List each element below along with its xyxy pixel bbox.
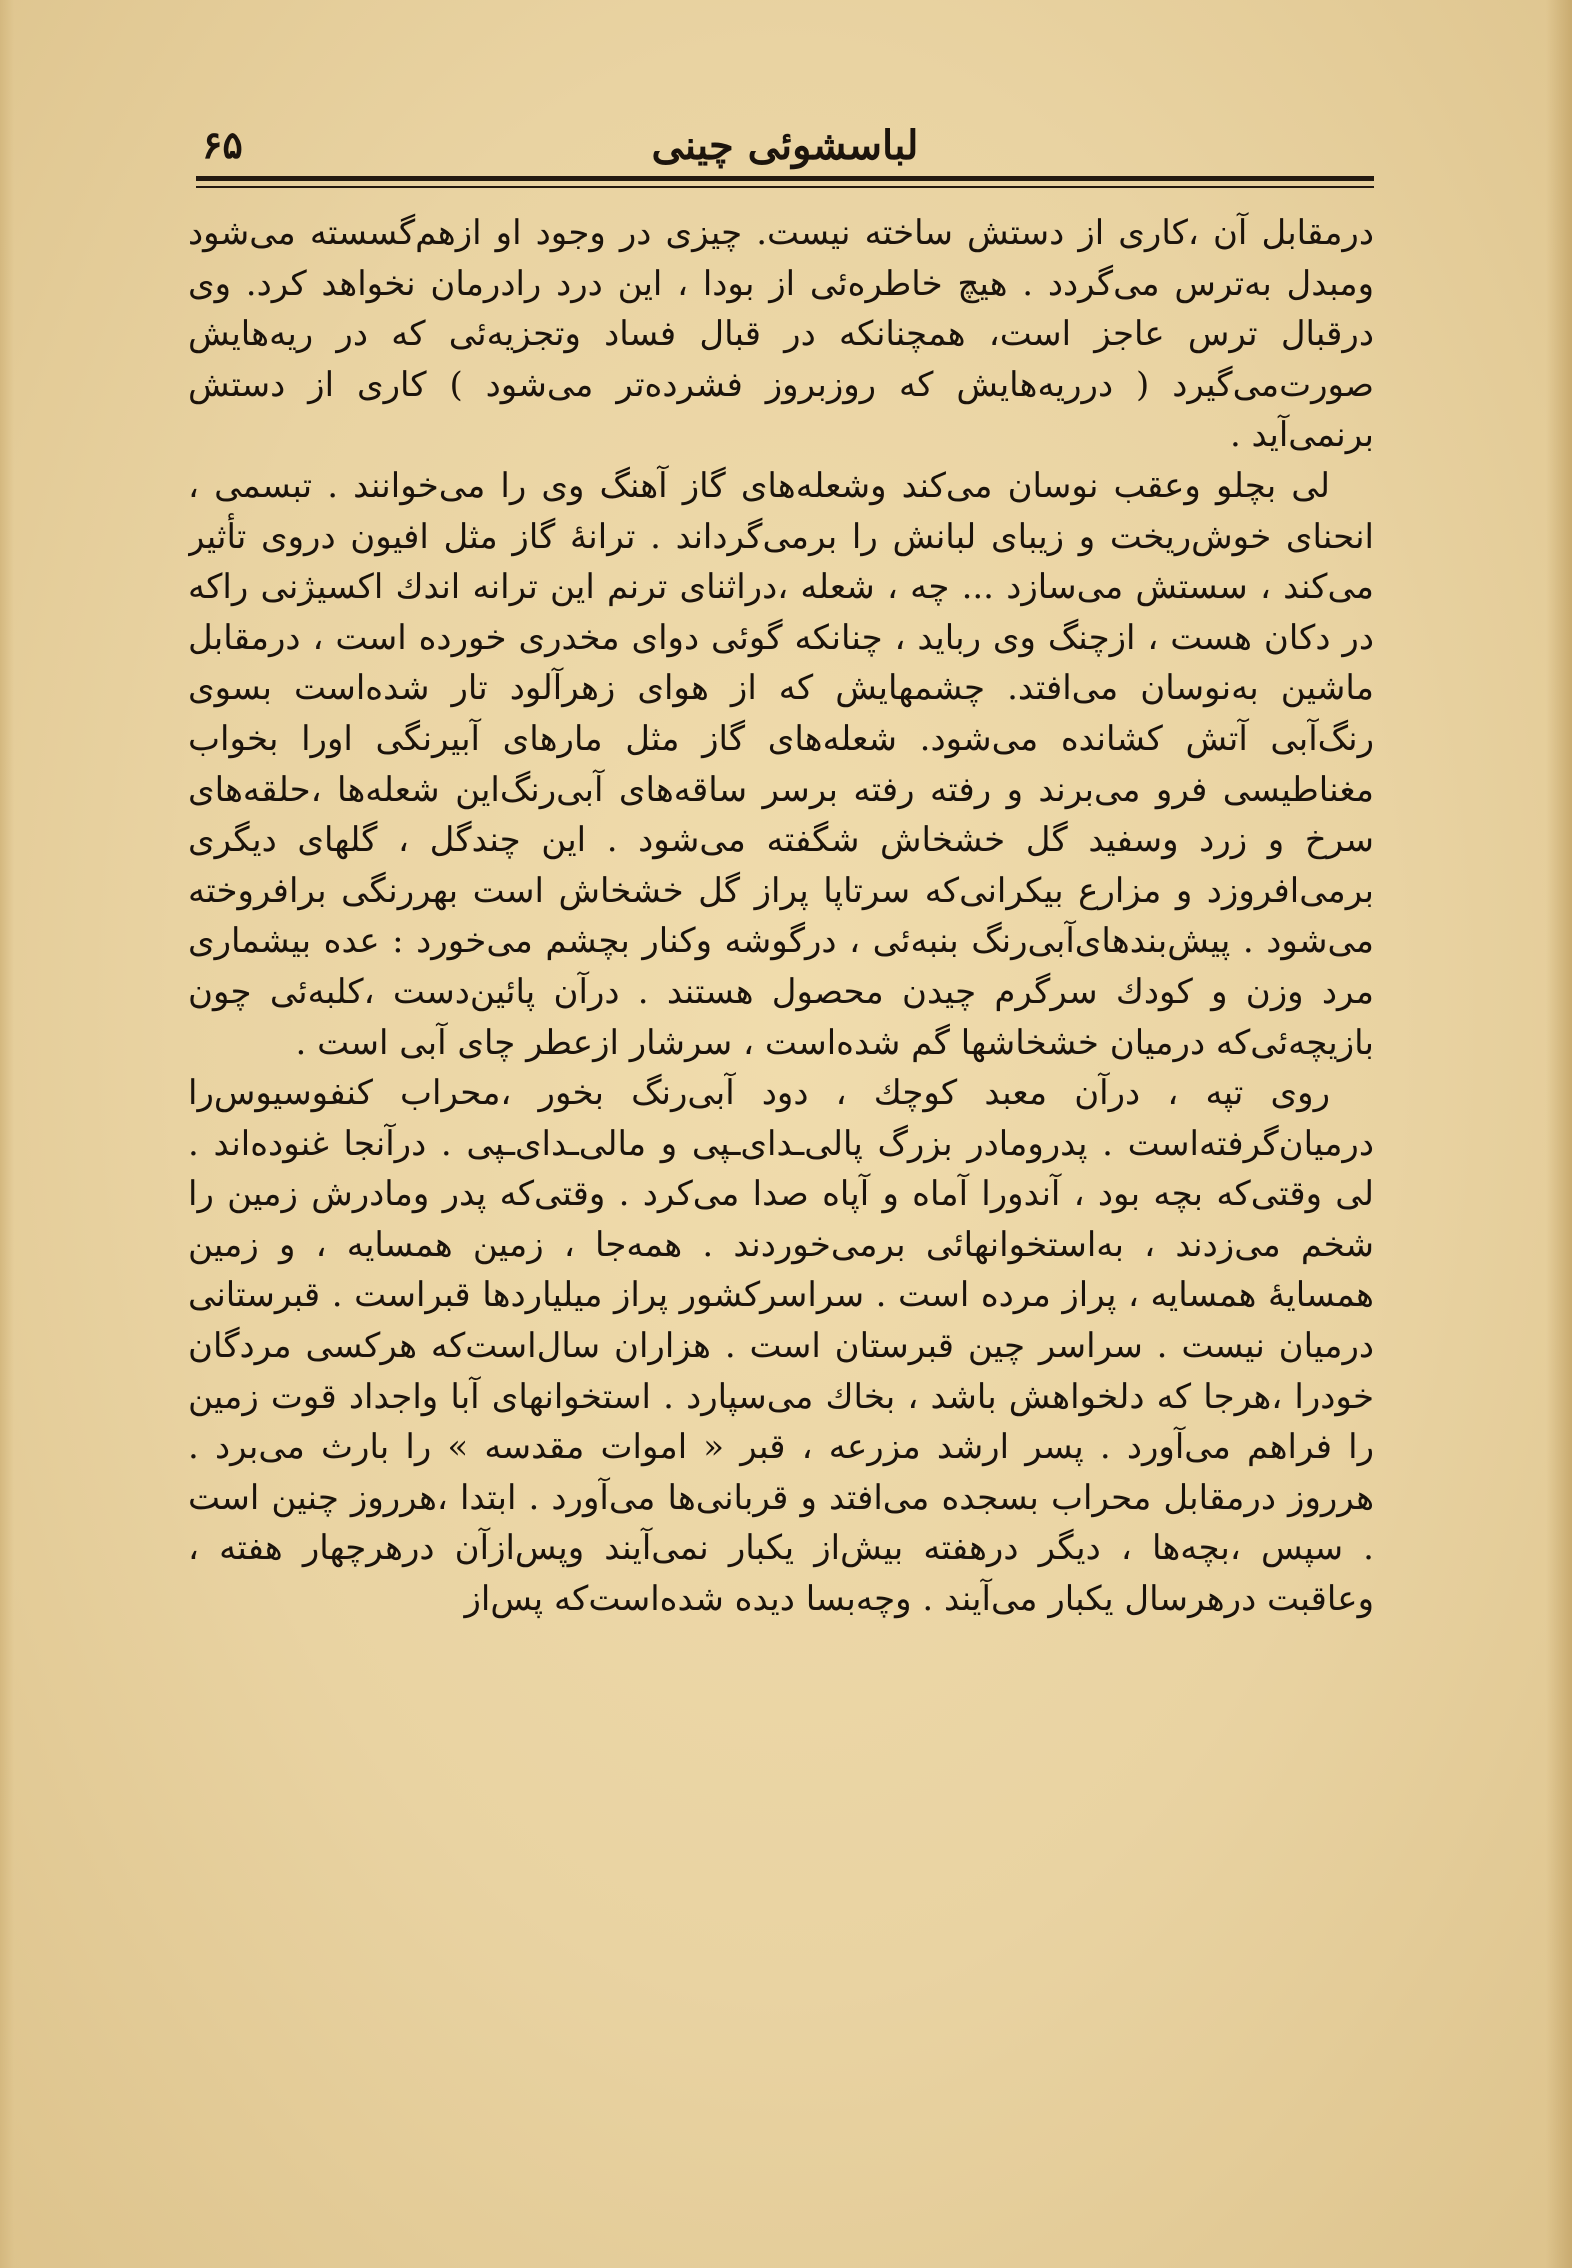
page-edge-shadow-right [1546,0,1572,2268]
running-title: لباسشوئی چینی [651,122,919,169]
page-edge-shadow-left [0,0,14,2268]
paragraph-3: روی تپه ، درآن معبد کوچك ، دود آبی‌رنگ بخور ،محراب کنفوسیوس‌را درمیان‌گرفته‌است . پدرومادر بزرگ پالی‌ـدای‌ـپی و مالی‌ـدای‌ـپی . درآنجا غنوده‌اند . لی وقتی‌که بچه بود ، آندورا آماه و آپاه صدا می‌کرد . وقتی‌که پدر ومادرش زمین را شخم می‌زدند ، به‌استخوانهائی برمی‌خوردند . همه‌جا ، زمین همسایه ، و زمین همسایهٔ همسایه ، پراز مرده است . سراسرکشور پراز میلیاردها قبراست . قبرستانی درمیان نیست . سراسر چین قبرستان است . هزاران سال‌است‌که هرکسی مردگان خودرا ،هرجا که دلخواهش باشد ، بخاك می‌سپارد . استخوانهای آبا واجداد قوت زمین را فراهم می‌آورد . پسر ارشد مزرعه ، قبر « اموات مقدسه » را بارث می‌برد . هرروز درمقابل محراب بسجده می‌افتد و قربانی‌ها می‌آورد . ابتدا ،هرروز چنین است . سپس ،بچه‌ها ، دیگر درهفته بیش‌از یکبار نمی‌آیند وپس‌ازآن درهرچهار هفته ، وعاقبت درهرسال یکبار می‌آیند . وچه‌بسا دیده شده‌است‌که پس‌از [188,1073,1374,1620]
page-header [196,118,1374,178]
page-number: ۶۵ [202,122,243,167]
body-text [188,208,1374,2228]
header-rule-thick [196,176,1374,181]
paragraph-1: درمقابل آن ،کاری از دستش ساخته نیست. چیزی در وجود او ازهم‌گسسته می‌شود ومبدل به‌ترس می‌گردد . هیچ خاطره‌ئی از بودا ، این درد رادرمان نخواهد کرد. وی درقبال ترس عاجز است، همچنانکه در قبال فساد وتجزیه‌ئی که در ریه‌هایش صورت‌می‌گیرد ( درریه‌هایش که روزبروز فشرده‌تر می‌شود ) کاری از دستش برنمی‌آید . [188,213,1374,456]
header-rule-thin [196,186,1374,188]
paragraph-2: لی بچلو وعقب نوسان می‌کند وشعله‌های گاز آهنگ وی را می‌خوانند . تبسمی ، انحنای خوش‌ریخت و زیبای لبانش را برمی‌گرداند . ترانهٔ گاز مثل افیون دروی تأثیر می‌کند ، سستش می‌سازد ... چه ، شعله ،دراثنای ترنم این ترانه اندك اکسیژنی راکه در دکان هست ، ازچنگ وی رباید ، چنانکه گوئی دوای مخدری خورده است ، درمقابل ماشین به‌نوسان می‌افتد. چشمهایش که از هوای زهرآلود تار شده‌است بسوی رنگ‌آبی آتش کشانده می‌شود. شعله‌های گاز مثل مارهای آبیرنگی اورا بخواب مغناطیسی فرو می‌برند و رفته رفته برسر ساقه‌های آبی‌رنگ‌این شعله‌ها ،حلقه‌های سرخ و زرد وسفید گل خشخاش شگفته می‌شود . این چندگل ، گلهای دیگری برمی‌افروزد و مزارع بیکرانی‌که سرتاپا پراز گل خشخاش است بهررنگی برافروخته می‌شود . پیش‌بندهای‌آبی‌رنگ بنبه‌ئی ، درگوشه وکنار بچشم می‌خورد : عده بیشماری مرد وزن و کودك سرگرم چیدن محصول هستند . درآن پائین‌دست ،کلبه‌ئی چون بازیچه‌ئی‌که درمیان خشخاشها گم شده‌است ، سرشار ازعطر چای آبی است . [188,465,1374,1063]
